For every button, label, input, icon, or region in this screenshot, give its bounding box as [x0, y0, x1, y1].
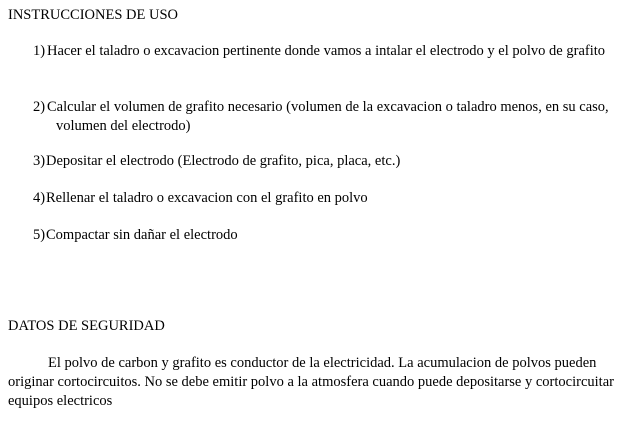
instruction-text: Depositar el electrodo (Electrodo de grafito, pica, placa, etc.) [46, 153, 401, 169]
instruction-item-2 [33, 98, 623, 136]
instructions-heading: INSTRUCCIONES DE USO [8, 7, 178, 23]
instruction-item-4 [33, 189, 623, 208]
instruction-number: 2) [33, 99, 46, 115]
safety-heading: DATOS DE SEGURIDAD [8, 318, 165, 334]
instruction-number: 1) [33, 43, 46, 59]
instruction-number: 5) [33, 227, 46, 243]
instruction-number: 4) [33, 190, 46, 206]
safety-paragraph: El polvo de carbon y grafito es conductor de la electricidad. La acumulacion de polvos pueden originar cortocircuitos. No se debe emitir polvo a la atmosfera cuando puede depositarse y cortocircuitar equipos electricos [8, 355, 614, 409]
instruction-text: Rellenar el taladro o excavacion con el grafito en polvo [46, 190, 368, 206]
instruction-text: Compactar sin dañar el electrodo [46, 227, 238, 243]
instruction-item-3 [33, 152, 623, 171]
instruction-text: Calcular el volumen de grafito necesario (volumen de la excavacion o taladro menos, en su caso, volumen del electrodo) [47, 99, 609, 134]
instruction-number: 3) [33, 153, 46, 169]
instruction-item-1 [33, 42, 623, 61]
instruction-item-5 [33, 226, 623, 245]
instruction-text: Hacer el taladro o excavacion pertinente donde vamos a intalar el electrodo y el polvo de grafito [47, 43, 606, 59]
